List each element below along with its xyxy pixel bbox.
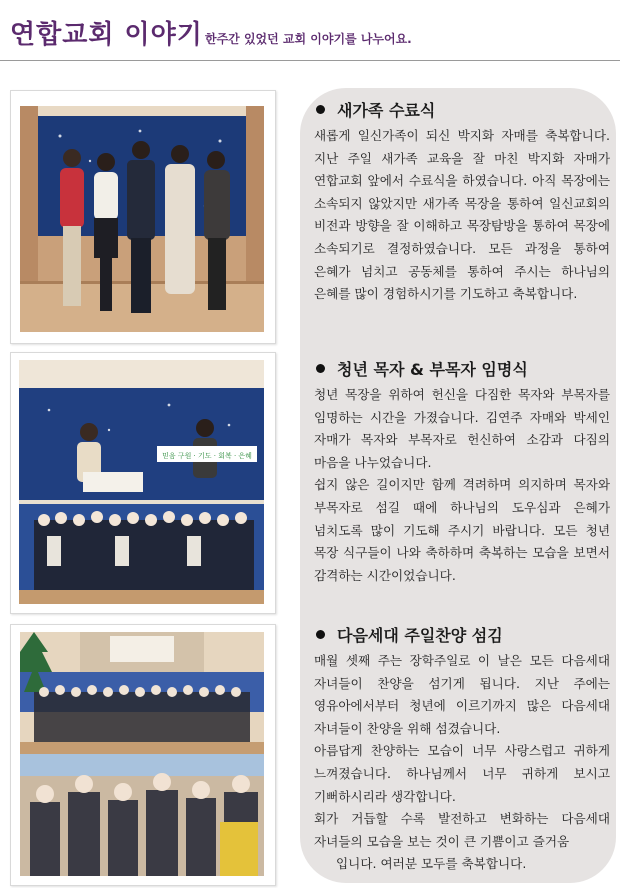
section-new-family	[314, 97, 610, 306]
paragraph: 매월 셋째 주는 장학주일로 이 날은 모든 다음세대 자녀들이 찬양을 섬기게 됩니다. 지난 주에는 영유아에서부터 청년에 이르기까지 많은 다음세대 자녀들이 찬양을 위해 섬겼습니다.	[314, 653, 610, 736]
header-divider	[0, 60, 620, 61]
heading-text: 새가족 수료식	[337, 100, 436, 120]
photo-new-family-graduation	[20, 106, 264, 332]
bullet-icon	[316, 364, 325, 373]
section-next-generation	[314, 622, 610, 876]
heading-text: 청년 목자 & 부목자 임명식	[337, 359, 528, 379]
photo-youth-leaders-commission	[19, 360, 264, 604]
paragraph: 쉽지 않은 길이지만 함께 격려하며 의지하며 목자와 부목자로 섬길 때에 하나님의 도우심과 은혜가 넘치도록 많이 기도해 주시기 바랍니다. 모든 청년 목장 식구들이 나와 축하하며 축복하는 모습을 보면서 감격하는 시간이었습니다.	[314, 477, 610, 583]
section-body-youth-leaders	[314, 384, 610, 587]
page-header	[0, 0, 635, 62]
page-title: 연합교회 이야기	[10, 20, 203, 50]
page-subtitle: 한주간 있었던 교회 이야기를 나누어요.	[205, 32, 412, 46]
section-heading-next-generation	[314, 622, 610, 646]
section-body-next-generation	[314, 650, 610, 876]
photo-next-generation-worship	[20, 632, 264, 876]
paragraph: 회가 거듭할 수록 발전하고 변화하는 다음세대 자녀들의 모습을 보는 것이 큰 기쁨이고 즐거움	[314, 811, 610, 849]
bullet-icon	[316, 105, 325, 114]
paragraph: 아름답게 찬양하는 모습이 너무 사랑스럽고 귀하게 느껴졌습니다. 하나님께서 너무 귀하게 보시고 기뻐하시리라 생각합니다.	[314, 743, 610, 804]
section-heading-new-family	[314, 97, 610, 121]
paragraph: 입니다. 여러분 모두를 축복합니다.	[336, 856, 527, 872]
bullet-icon	[316, 630, 325, 639]
section-body-new-family	[314, 125, 610, 306]
section-heading-youth-leaders	[314, 356, 610, 380]
paragraph: 청년 목장을 위하여 헌신을 다짐한 목자와 부목자를 임명하는 시간을 가졌습니다. 김연주 자매와 박세인 자매가 목자와 부목자로 헌신하여 소감과 다짐의 마음을 나누었습니다.	[314, 387, 610, 470]
paragraph: 새롭게 일신가족이 되신 박지화 자매를 축복합니다. 지난 주일 새가족 교육을 잘 마친 박지화 자매가 연합교회 앞에서 수료식을 하였습니다. 아직 목장에는 소속되지 않았지만 새가족 목장을 통하여 일신교회의 비전과 방향을 잘 이해하고 목장탐방을 통하여 목장에 소속되기로 결정하였습니다. 모든 과정을 통하여 은혜가 넘치고 공동체를 통하여 주시는 하나님의 은혜를 많이 경험하시기를 기도하고 축복합니다.	[314, 128, 610, 302]
heading-text: 다음세대 주일찬양 섬김	[337, 625, 503, 645]
section-youth-leaders	[314, 356, 610, 587]
photo-banner-text: 믿음 구원 · 기도 · 회복 · 은혜	[162, 452, 252, 460]
